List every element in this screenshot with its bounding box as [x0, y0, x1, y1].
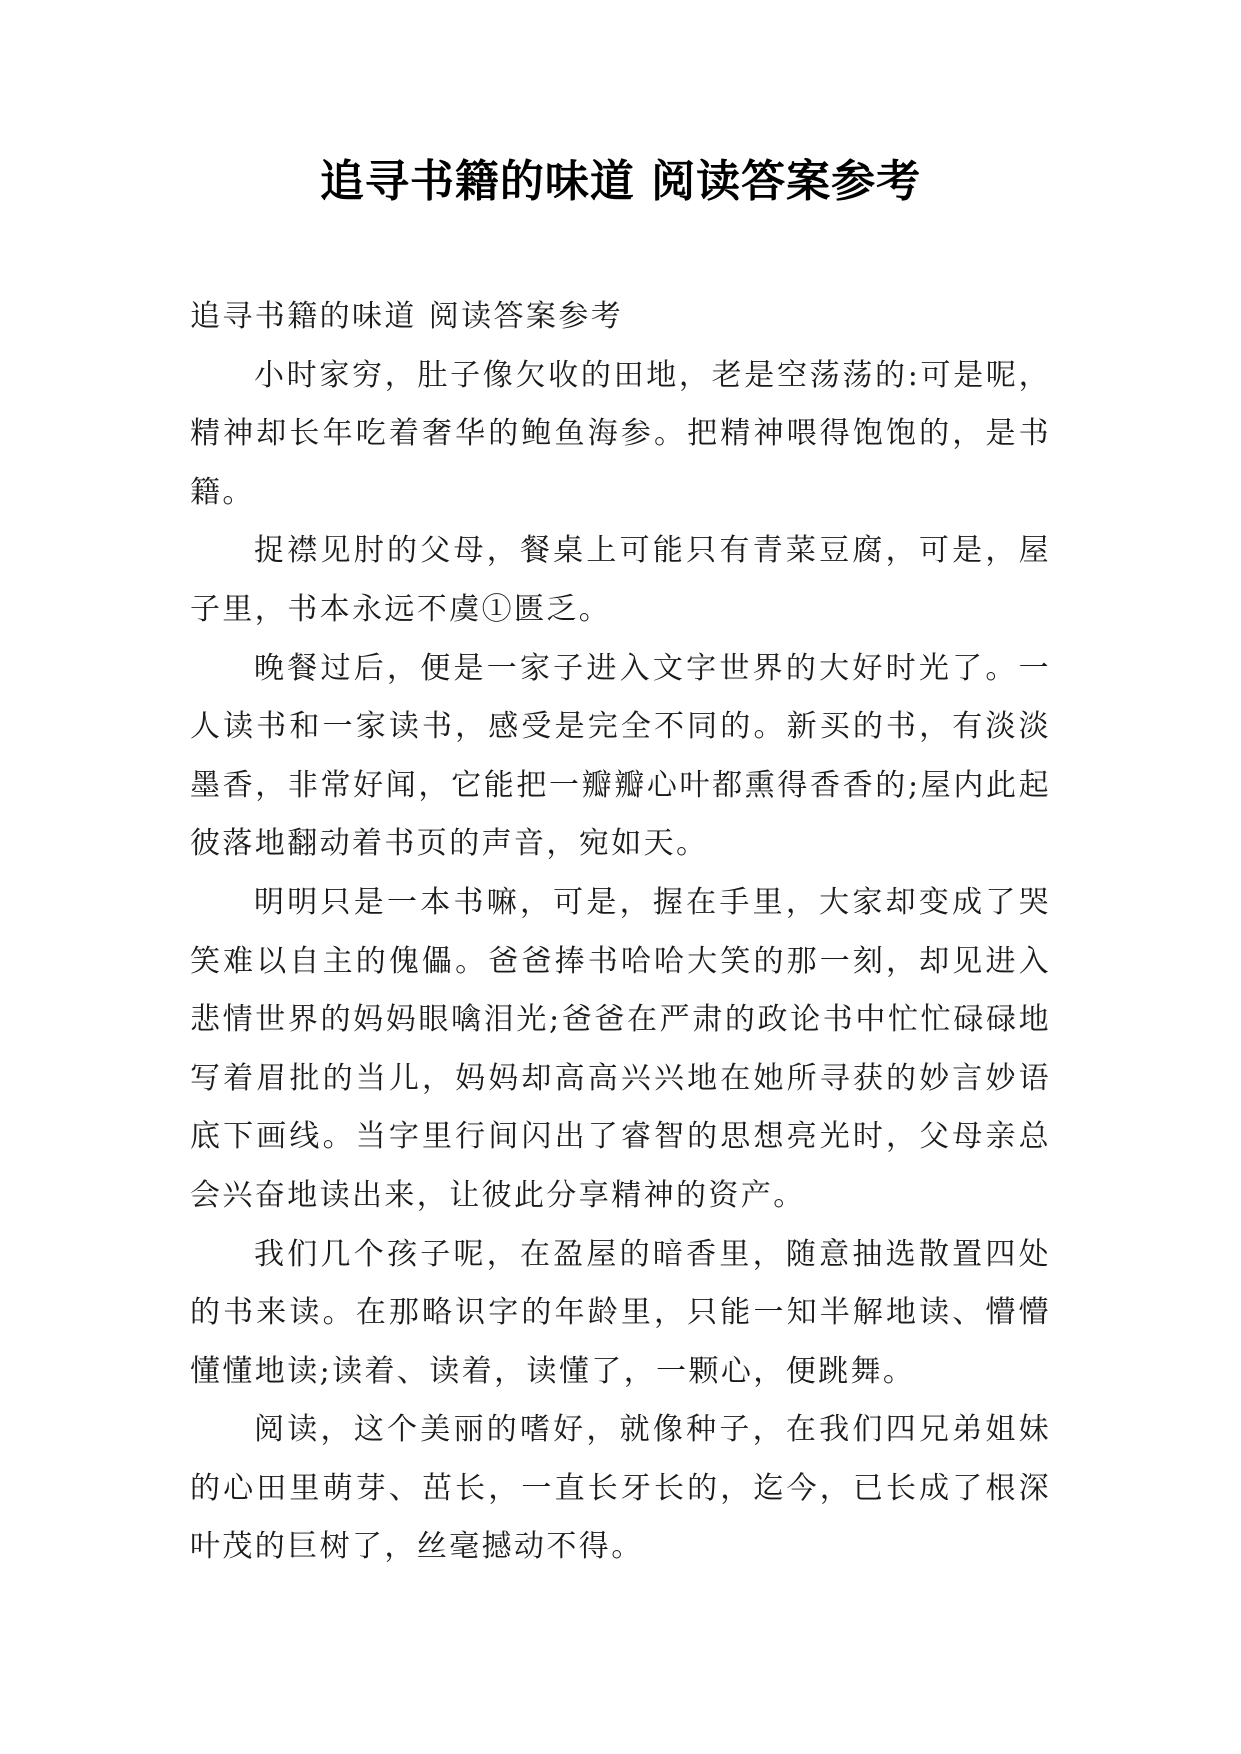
- paragraph: 明明只是一本书嘛，可是，握在手里，大家却变成了哭笑难以自主的傀儡。爸爸捧书哈哈大笑的那一刻，却见进入悲情世界的妈妈眼噙泪光;爸爸在严肃的政论书中忙忙碌碌地写着眉批的当儿，妈妈却高高兴兴地在她所寻获的妙言妙语底下画线。当字里行间闪出了睿智的思想亮光时，父母亲总会兴奋地读出来，让彼此分享精神的资产。: [190, 884, 1051, 1213]
- document-title: 追寻书籍的味道 阅读答案参考: [319, 156, 922, 207]
- document-subtitle: 追寻书籍的味道 阅读答案参考: [190, 299, 624, 334]
- paragraph: 晚餐过后，便是一家子进入文字世界的大好时光了。一人读书和一家读书，感受是完全不同的。新买的书，有淡淡墨香，非常好闻，它能把一瓣瓣心叶都熏得香香的;屋内此起彼落地翻动着书页的声音，宛如天。: [190, 650, 1051, 862]
- document-body: [190, 288, 1051, 1577]
- paragraph: 捉襟见肘的父母，餐桌上可能只有青菜豆腐，可是，屋子里，书本永远不虞①匮乏。: [190, 533, 1051, 627]
- paragraph: 我们几个孩子呢，在盈屋的暗香里，随意抽选散置四处的书来读。在那略识字的年龄里，只能一知半解地读、懵懵懂懂地读;读着、读着，读懂了，一颗心，便跳舞。: [190, 1236, 1051, 1389]
- paragraph: 阅读，这个美丽的嗜好，就像种子，在我们四兄弟姐妹的心田里萌芽、茁长，一直长牙长的，迄今，已长成了根深叶茂的巨树了，丝毫撼动不得。: [190, 1412, 1051, 1565]
- paragraph: 小时家穷，肚子像欠收的田地，老是空荡荡的:可是呢，精神却长年吃着奢华的鲍鱼海参。把精神喂得饱饱的，是书籍。: [190, 357, 1051, 510]
